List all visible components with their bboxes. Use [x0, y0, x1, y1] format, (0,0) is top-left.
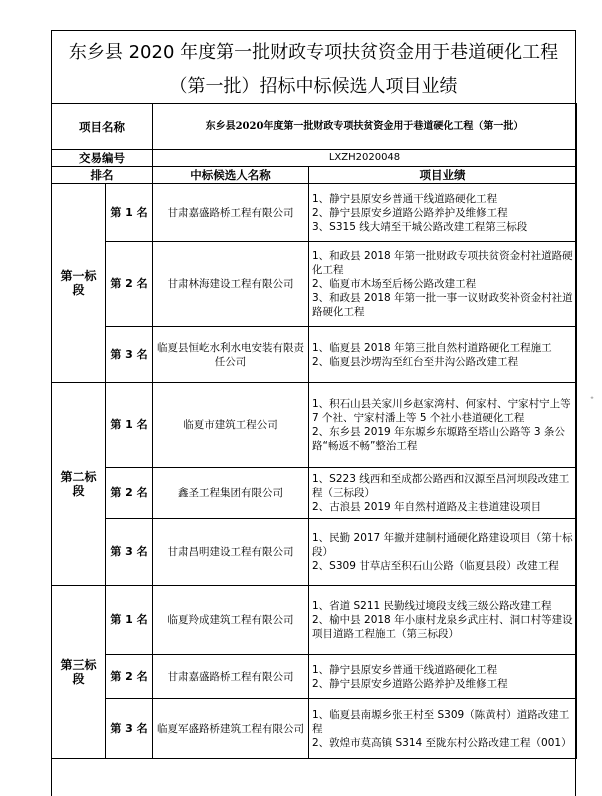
table-row [52, 519, 577, 586]
rank-cell: 第 3 名 [106, 699, 153, 759]
scroll-marker-icon: ᐩ [590, 395, 594, 406]
section-label: 第一标段 [52, 184, 106, 383]
rank-cell: 第 3 名 [106, 327, 153, 383]
project-record-cell [309, 383, 577, 468]
col-record-header: 项目业绩 [309, 167, 577, 184]
table-row [52, 699, 577, 759]
title-line-2: （第一批）招标中标候选人项目业绩 [169, 76, 458, 97]
record-line: 2、静宁县原安乡道路公路养护及维修工程 [312, 677, 508, 690]
candidate-name-cell: 临夏市建筑工程公司 [153, 383, 309, 468]
table-row [52, 586, 577, 655]
project-record-cell [309, 586, 577, 655]
project-record-cell [309, 699, 577, 759]
record-line: 2、敦煌市莫高镇 S314 至陇东村公路改建工程（001） [312, 736, 572, 749]
rank-cell: 第 2 名 [106, 468, 153, 519]
record-line: 1、和政县 2018 年第一批财政专项扶贫资金村社道路硬化工程 [312, 250, 573, 276]
rank-cell: 第 1 名 [106, 184, 153, 242]
record-line: 1、静宁县原安乡普通干线道路硬化工程 [312, 663, 498, 676]
record-line: 2、榆中县 2018 年小康村龙泉乡武庄村、洞口村等建设项目道路工程施工（第三标段） [312, 614, 573, 640]
project-name-value: 东乡县2020年度第一批财政专项扶贫资金用于巷道硬化工程（第一批） [153, 104, 577, 150]
table-row [52, 383, 577, 468]
candidate-name-cell: 甘肃昌明建设工程有限公司 [153, 519, 309, 586]
record-line: 2、临夏县沙塄沟至红台至井沟公路改建工程 [312, 355, 519, 368]
table-row [52, 468, 577, 519]
project-record-cell [309, 327, 577, 383]
candidate-name-cell: 临夏县恒屹水利水电安装有限责任公司 [153, 327, 309, 383]
record-line: 2、临夏市木场至后杨公路改建工程 [312, 278, 477, 290]
title-line-1: 东乡县 2020 年度第一批财政专项扶贫资金用于巷道硬化工程 [68, 42, 559, 63]
candidate-name-cell: 甘肃林海建设工程有限公司 [153, 242, 309, 327]
project-record-cell [309, 655, 577, 699]
record-line: 2、东乡县 2019 年东塬乡东塬路至塔山公路等 3 条公路“畅返不畅”整治工程 [312, 426, 565, 452]
rank-cell: 第 2 名 [106, 242, 153, 327]
rank-cell: 第 3 名 [106, 519, 153, 586]
record-line: 3、S315 线大靖至干城公路改建工程第三标段 [312, 220, 528, 233]
candidate-name-cell: 甘肃嘉盛路桥工程有限公司 [153, 655, 309, 699]
sections-body [52, 184, 577, 759]
record-line: 1、民勤 2017 年撤并建制村通硬化路建设项目（第十标段） [312, 532, 573, 558]
document-title [51, 36, 576, 104]
record-line: 1、S223 线西和至成都公路西和汉源至昌河坝段改建工程（三标段） [312, 473, 570, 499]
rank-cell: 第 1 名 [106, 383, 153, 468]
record-line: 1、省道 S211 民勤线过境段支线三级公路改建工程 [312, 600, 552, 612]
results-table [51, 103, 577, 759]
record-line: 2、S309 甘草店至积石山公路（临夏县段）改建工程 [312, 560, 559, 572]
record-line: 2、静宁县原安乡道路公路养护及维修工程 [312, 206, 508, 219]
trade-no-label: 交易编号 [52, 150, 153, 167]
section-label: 第三标段 [52, 586, 106, 759]
project-record-cell [309, 184, 577, 242]
table-row [52, 327, 577, 383]
record-line: 2、古浪县 2019 年自然村道路及主巷道建设项目 [312, 501, 542, 513]
project-record-cell [309, 468, 577, 519]
col-candidate-header: 中标候选人名称 [153, 167, 309, 184]
candidate-name-cell: 临夏军盛路桥建筑工程有限公司 [153, 699, 309, 759]
candidate-name-cell: 鑫圣工程集团有限公司 [153, 468, 309, 519]
project-record-cell [309, 519, 577, 586]
record-line: 1、临夏县 2018 年第三批自然村道路硬化工程施工 [312, 341, 552, 354]
record-line: 3、和政县 2018 年第一批一事一议财政奖补资金村社道路硬化工程 [312, 292, 573, 318]
candidate-name-cell: 临夏羚成建筑工程有限公司 [153, 586, 309, 655]
record-line: 1、临夏县南塬乡张王村至 S309（陈黄村）道路改建工程 [312, 708, 570, 735]
col-rank-header: 排名 [52, 167, 153, 184]
rank-cell: 第 2 名 [106, 655, 153, 699]
table-row [52, 655, 577, 699]
project-name-label: 项目名称 [52, 104, 153, 150]
section-label: 第二标段 [52, 383, 106, 586]
project-record-cell [309, 242, 577, 327]
candidate-name-cell: 甘肃嘉盛路桥工程有限公司 [153, 184, 309, 242]
rank-cell: 第 1 名 [106, 586, 153, 655]
table-row [52, 242, 577, 327]
record-line: 1、积石山县关家川乡赵家湾村、何家村、宁家村宁上等 7 个社、宁家村潘上等 5 个社小巷道硬化工程 [312, 398, 571, 424]
table-row [52, 184, 577, 242]
trade-no-value: LXZH2020048 [153, 150, 577, 167]
record-line: 1、静宁县原安乡普通干线道路硬化工程 [312, 192, 498, 205]
